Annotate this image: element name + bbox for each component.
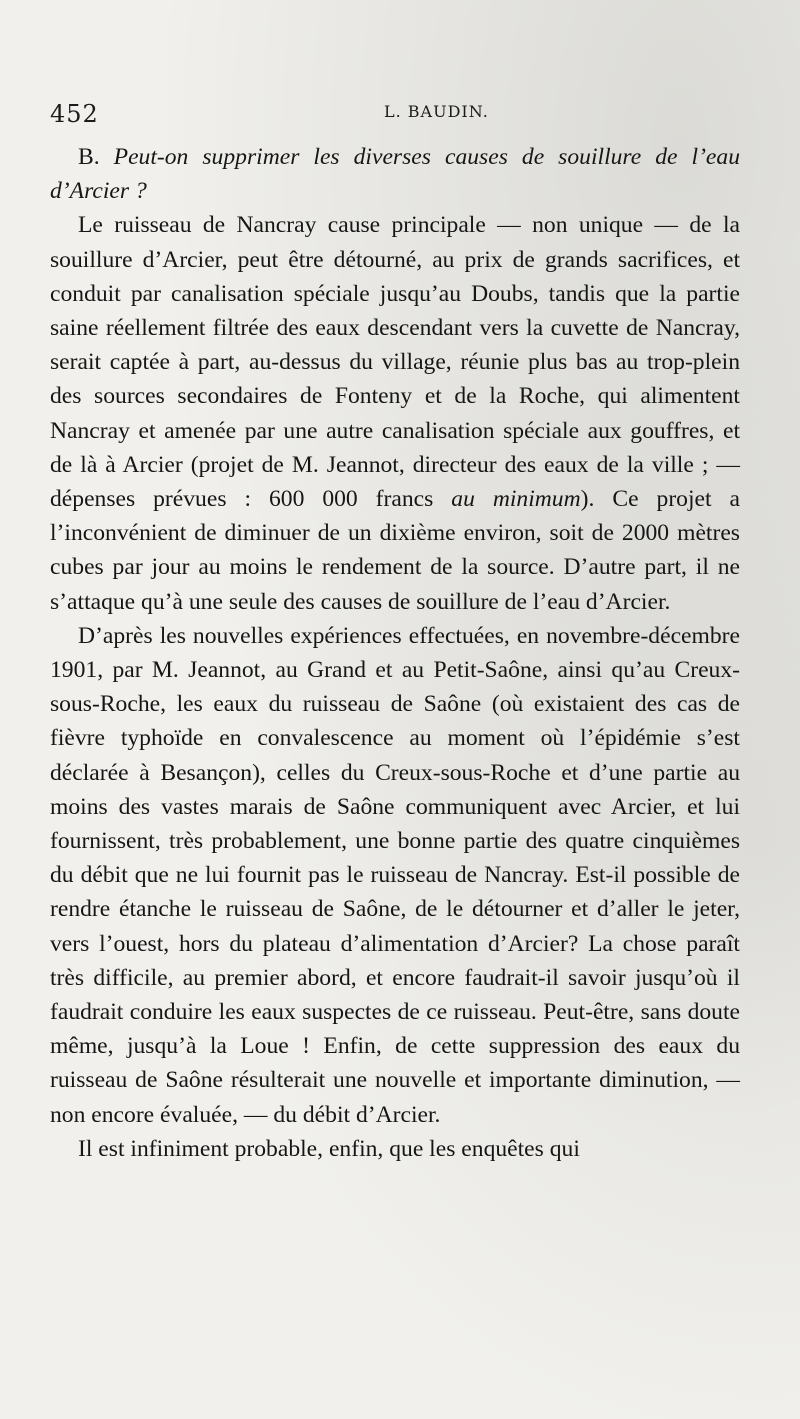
paragraph-enquetes-text: Il est infiniment probable, enfin, que les enquêtes qui bbox=[78, 1135, 580, 1162]
paragraph-nancray bbox=[50, 208, 740, 618]
paragraph-experiences-text: D’après les nouvelles expériences effectuées, en novembre-décembre 1901, par M. Jeannot, au Grand et au Petit-Saône, ainsi qu’au Creux-sous-Roche, les eaux du ruisseau de Saône (où existaient des cas de fièvre typhoïde en convalescence au moment où l’épidémie s’est déclarée à Besançon), celles du Creux-sous-Roche et d’une partie au moins des vastes marais de Saône communiquent avec Arcier, et lui fournissent, très probablement, une bonne partie des quatre cinquièmes du débit que ne lui fournit pas le ruisseau de Nancray. Est-il possible de rendre étanche le ruisseau de Saône, de le détourner et d’aller le jeter, vers l’ouest, hors du plateau d’alimentation d’Arcier? La chose paraît très difficile, au premier abord, et encore faudrait-il savoir jusqu’où il faudrait conduire les eaux suspectes de ce ruisseau. Peut-être, sans doute même, jusqu’à la Loue ! Enfin, de cette suppression des eaux du ruisseau de Saône résulterait une nouvelle et importante diminution, — non encore évaluée, — du débit d’Arcier. bbox=[50, 622, 740, 1128]
body-text bbox=[50, 140, 740, 1166]
section-label: B. bbox=[78, 144, 114, 170]
page-header bbox=[50, 100, 740, 130]
emphasis-au-minimum: au minimum bbox=[451, 486, 581, 513]
paragraph-enquetes bbox=[50, 1132, 740, 1166]
running-head: L. BAUDIN. bbox=[384, 102, 489, 121]
paragraph-nancray-text: Le ruisseau de Nancray cause principale — non unique — de la souillure d’Arcier, peut être détourné, au prix de grands sacrifices, et conduit par canalisation spéciale jusqu’au Doubs, tandis que la partie saine réellement filtrée des eaux descendant vers la cuvette de Nancray, serait captée à part, au-dessus du village, réunie plus bas au trop-plein des sources secondaires de Fonteny et de la Roche, qui alimentent Nancray et amenée par une autre canalisation spéciale aux gouffres, et de là à Arcier (projet de M. Jeannot, directeur des eaux de la ville ; — dépenses prévues : 600 000 francs bbox=[50, 212, 740, 513]
section-question: Peut-on supprimer les diverses causes de souillure de l’eau d’Arcier ? bbox=[50, 144, 740, 205]
page-number: 452 bbox=[50, 100, 99, 128]
paragraph-question bbox=[50, 140, 740, 208]
paragraph-nancray-end: ). Ce projet a l’inconvénient de diminuer de un dixième environ, soit de 2000 mètres cubes par jour au moins le rendement de la source. D’autre part, il ne s’attaque qu’à une seule des causes de souillure de l’eau d’Arcier. bbox=[50, 486, 740, 615]
paragraph-experiences bbox=[50, 619, 740, 1132]
